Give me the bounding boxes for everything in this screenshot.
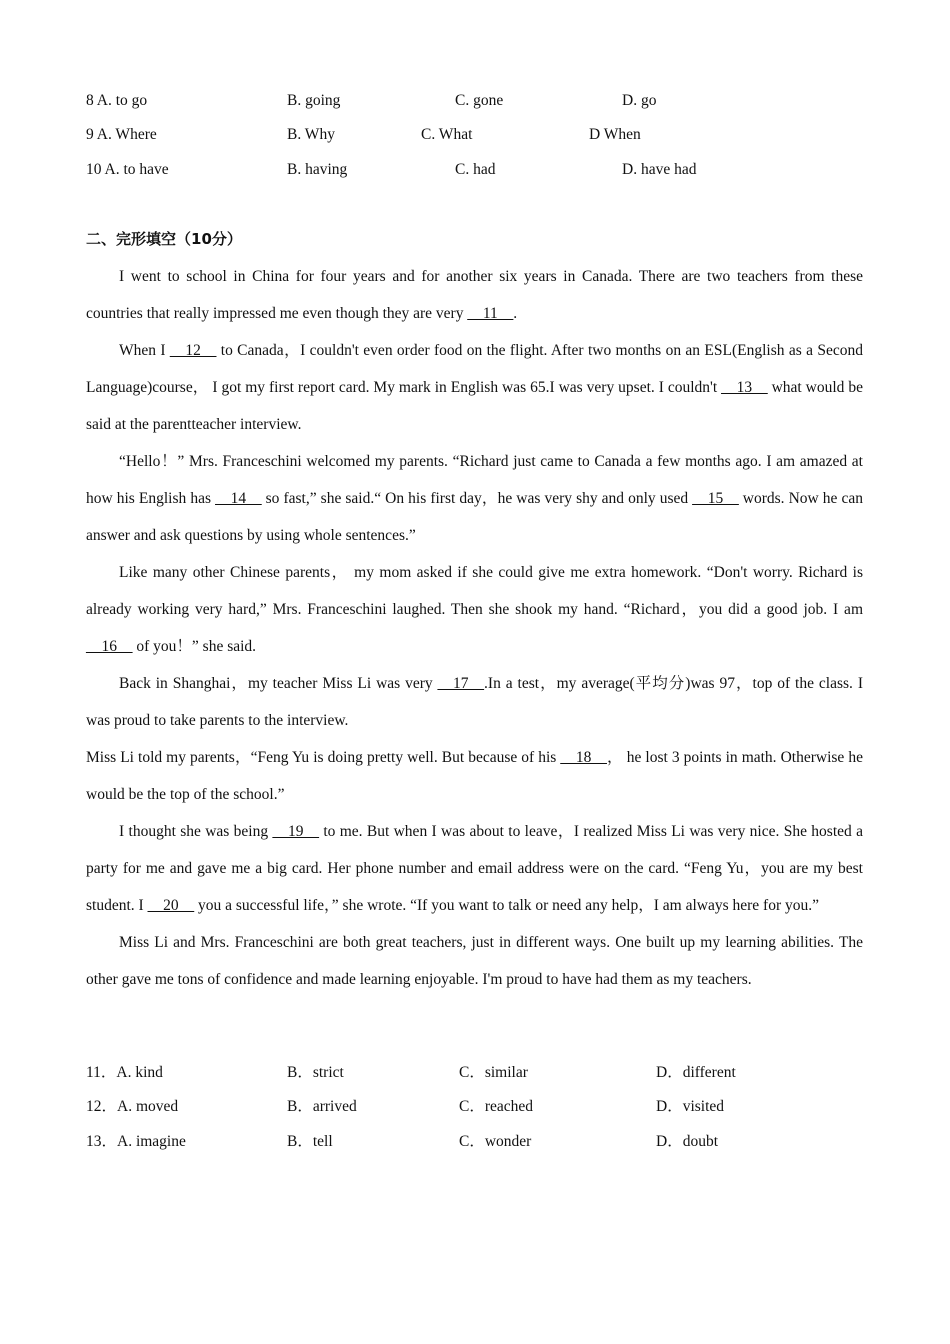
paragraph-5 <box>86 665 863 739</box>
paragraph-1 <box>86 258 863 332</box>
passage-text: When I <box>119 342 170 359</box>
option-9b: B. Why <box>287 126 335 143</box>
question-12a: 12．A. moved <box>86 1098 179 1115</box>
passage-text: Like many other Chinese parents， my mom asked if she could give me extra homework. “Don't worry. Richard is already working very hard,” Mrs. Franceschini laughed. Then she shook my hand. “Richard，you did a good job. I am <box>86 564 863 618</box>
blank-17: __17__ <box>437 675 485 692</box>
paragraph-2 <box>86 332 863 443</box>
blank-13: __13__ <box>721 379 768 396</box>
passage-text: of you！” she said. <box>132 638 257 655</box>
question-12d: D．visited <box>656 1098 725 1115</box>
question-row-12 <box>86 1096 886 1118</box>
option-9c: C. What <box>421 126 473 143</box>
paragraph-6 <box>86 739 863 813</box>
option-9d: D When <box>589 126 641 143</box>
passage-text: Miss Li told my parents，“Feng Yu is doing pretty well. But because of his <box>86 749 561 766</box>
passage-text: I went to school in China for four years and for another six years in Canada. There are two teachers from these countries that really impressed me even though they are very <box>86 268 863 322</box>
blank-14: __14__ <box>215 490 262 507</box>
passage-text: words. Now he can answer and ask questions by using whole sentences.” <box>86 490 863 544</box>
option-row-9 <box>86 124 886 146</box>
option-10b: B. having <box>287 161 348 178</box>
blank-12: __12__ <box>169 342 217 359</box>
option-row-8 <box>86 90 886 112</box>
option-10a: 10 A. to have <box>86 161 169 178</box>
passage-text: to me. But when I was about to leave，I realized Miss Li was very nice. She hosted a party for me and gave me a big card. Her phone number and email address were on the card. “Feng Yu，you are my best student. I <box>86 823 864 914</box>
paragraph-7 <box>86 813 863 924</box>
passage-text: you a successful life，” she wrote. “If you want to talk or need any help，I am always here for you.” <box>194 897 820 914</box>
option-8d: D. go <box>622 92 657 109</box>
option-9a: 9 A. Where <box>86 126 157 143</box>
question-13b: B．tell <box>287 1133 333 1150</box>
question-row-13 <box>86 1131 886 1153</box>
passage-text: “Hello！” Mrs. Franceschini welcomed my parents. “Richard just came to Canada a few months ago. I am amazed at how his English has <box>86 453 863 507</box>
question-11d: D．different <box>656 1064 736 1081</box>
blank-19: __19__ <box>272 823 319 840</box>
passage-text: Back in Shanghai，my teacher Miss Li was very <box>119 675 438 692</box>
blank-15: __15__ <box>692 490 739 507</box>
passage-text: . <box>513 305 518 322</box>
blank-16: __16__ <box>86 638 133 655</box>
question-13c: C．wonder <box>459 1133 532 1150</box>
paragraph-8: Miss Li and Mrs. Franceschini are both great teachers, just in different ways. One built up my learning abilities. The other gave me tons of confidence and made learning enjoyable. I'm proud to have had them as my teachers. <box>86 934 863 988</box>
question-11b: B．strict <box>287 1064 344 1081</box>
option-8c: C. gone <box>455 92 504 109</box>
question-12b: B．arrived <box>287 1098 357 1115</box>
option-10d: D. have had <box>622 161 697 178</box>
option-8a: 8 A. to go <box>86 92 148 109</box>
option-10c: C. had <box>455 161 496 178</box>
paragraph-3 <box>86 443 863 554</box>
blank-18: __18__ <box>560 749 607 766</box>
cloze-passage <box>86 258 863 998</box>
passage-text: ， he lost 3 points in math. Otherwise he would be the top of the school.” <box>86 749 863 803</box>
passage-text: .In a test，my average(平均分)was 97，top of the class. I was proud to take parents to the interview. <box>86 675 863 729</box>
question-12c: C．reached <box>459 1098 534 1115</box>
option-8b: B. going <box>287 92 341 109</box>
blank-20: __20__ <box>147 897 195 914</box>
question-11c: C．similar <box>459 1064 528 1081</box>
passage-text: to Canada，I couldn't even order food on the flight. After two months on an ESL(English as a Second Language)course， I got my first report card. My mark in English was 65.I was very upset. I couldn't <box>86 342 864 396</box>
question-11a: 11．A. kind <box>86 1064 163 1081</box>
paragraph-4 <box>86 554 863 665</box>
question-13a: 13．A. imagine <box>86 1133 186 1150</box>
question-13d: D．doubt <box>656 1133 719 1150</box>
question-row-11 <box>86 1062 886 1084</box>
blank-11: __11__ <box>467 305 514 322</box>
section-heading: 二、完形填空（10分） <box>86 230 242 248</box>
passage-text: I thought she was being <box>119 823 273 840</box>
option-row-10 <box>86 159 886 181</box>
passage-text: what would be said at the parentteacher interview. <box>86 379 863 433</box>
passage-text: so fast,” she said.“ On his first day，he was very shy and only used <box>261 490 693 507</box>
